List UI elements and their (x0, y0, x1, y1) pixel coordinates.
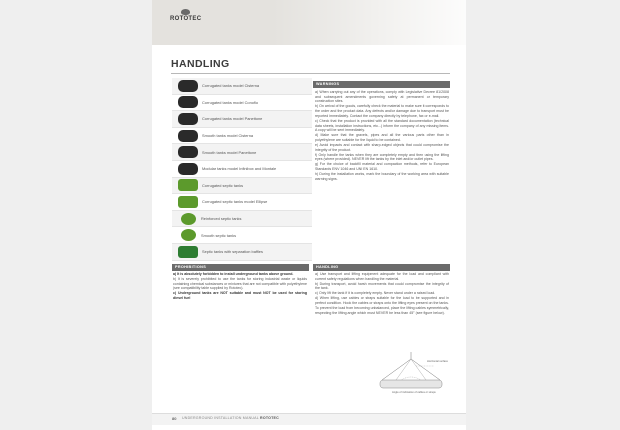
black-tank-icon (178, 113, 198, 125)
product-label: Smooth tanks model Cisterna (202, 133, 254, 139)
product-label: Corrugated septic tanks model Ellipse (202, 199, 268, 205)
product-row (172, 211, 312, 228)
warning-item: f) Only handle the tanks when they are completely empty and then using the lifting eyes (where provided). NEVER lift the tanks by the inlet and/or outlet pipes. (315, 152, 449, 162)
green-tank-icon (181, 213, 196, 225)
handling-item: a) Use transport and lifting equipment adequate for the load and compliant with current safety regulations when handling the material. (315, 272, 449, 281)
footer-text (182, 416, 279, 420)
product-list (172, 78, 312, 261)
green-tank-icon (181, 229, 196, 241)
black-tank-icon (178, 96, 198, 108)
diagram-label-horizontal: Horizontal surface (427, 360, 448, 363)
lifting-angle-diagram (372, 350, 450, 396)
prohibition-item (173, 272, 307, 277)
product-label: Corrugated tanks model Panettone (202, 116, 263, 122)
product-row (172, 128, 312, 145)
product-row (172, 178, 312, 195)
handling-item: d) When lifting, use cables or straps suitable for the load to be supported and in perfect condition. Hook the cables or straps onto the lifting eyes present on the tanks. (315, 296, 449, 306)
black-tank-icon (178, 80, 198, 92)
warning-item: e) Avoid impacts and contact with sharp-edged objects that could compromise the integrity of the product. (315, 142, 449, 152)
product-label: Smooth tanks model Panettone (202, 149, 257, 155)
warning-item: d) Make sure that the gravels, pipes and all the various parts other than in polyethylene are suitable for the liquid to be contained. (315, 133, 449, 142)
product-row (172, 95, 312, 112)
handling-item: c) Only lift the tank if it is completely empty. Never stand under a raised load. (315, 291, 436, 296)
handling-heading: HANDLING (313, 264, 450, 271)
handling-item: b) During transport, avoid harsh movements that could compromise the integrity of the tank. (315, 281, 449, 291)
header-band-gradient (272, 0, 466, 45)
warnings-list (315, 90, 449, 182)
product-row (172, 161, 312, 178)
product-label: Corrugated septic tanks (202, 182, 244, 188)
handling-list (315, 272, 449, 316)
document-page (152, 0, 466, 430)
warning-item: a) When carrying out any of the operations, comply with Legislative Decree 81/2008 and subsequent amendments governing safety at permanent or temporary construction sites. (315, 90, 449, 104)
page-title: HANDLING (171, 58, 230, 70)
product-row (172, 78, 312, 95)
product-row (172, 111, 312, 128)
black-tank-icon (178, 163, 198, 175)
product-row (172, 227, 312, 244)
product-label: Corrugated tanks model Conoflo (202, 99, 259, 105)
warning-item: g) For the choice of backfill material and compaction methods, refer to European Standards ENV 1046 and UNI EN 1610. (315, 162, 449, 172)
prohibitions-heading: PROHIBITIONS (172, 264, 309, 271)
prohibition-bold: c) Underground tanks are NOT suitable and must NOT be used for storing diesel fuel (173, 291, 307, 301)
brand-name: ROTOTEC (170, 16, 202, 22)
product-row (172, 194, 312, 211)
product-label: Septic tanks with separation baffles (202, 249, 263, 255)
footer-manual-title: UNDERGROUND INSTALLATION MANUAL (182, 416, 259, 420)
product-label: Smooth septic tanks (201, 232, 237, 238)
warning-item: b) On arrival of the goods, carefully check the material to make sure it corresponds to the order and the product data. Any defects and/or damage due to transport must be reported immediately. Contact the company directly by telephone, fax or e-mail. (315, 104, 449, 118)
product-row (172, 144, 312, 161)
logo-mark-icon (181, 9, 190, 15)
prohibition-bold: a) It is absolutely forbidden to install underground tanks above ground. (173, 272, 294, 276)
page-number: 80 (172, 416, 177, 421)
warning-item: c) Check that the product is provided with all the standard documentation (technical data sheets, installation instructions, etc...) inform the company of any missing items. A copy will be sent immediately. (315, 118, 449, 133)
footer-brand: ROTOTEC (260, 416, 279, 420)
brand-logo (170, 9, 200, 25)
handling-item: To prevent the load from becoming unbalanced, place the lifting cables symmetrically, respecting the lifting angle which must NEVER be less than 45° (see figure below). (315, 306, 449, 315)
prohibition-text: b) It is severely prohibited to use the tanks for storing industrial waste or liquids containing chemical substances or mixtures that are not compatible with polyethylene (see compatibility table supplied by Rototec). (173, 277, 307, 291)
green-tank-icon (178, 246, 198, 258)
prohibition-item (173, 277, 307, 291)
warning-item: h) During the installation works, mark the boundary of the working area with suitable warning signs. (315, 172, 449, 181)
prohibition-item (173, 291, 307, 300)
product-label: Modular tanks model Infinibox and Montale (202, 166, 277, 172)
product-label: Reinforced septic tanks (201, 216, 242, 222)
black-tank-icon (178, 146, 198, 158)
green-tank-icon (178, 196, 198, 208)
green-tank-icon (178, 179, 198, 191)
product-label: Corrugated tanks model Cisterna (202, 83, 260, 89)
black-tank-icon (178, 130, 198, 142)
prohibitions-list (173, 272, 307, 301)
diagram-label-angle: Angle of inclination of cables or straps (392, 391, 436, 394)
title-divider (171, 73, 450, 74)
product-row (172, 244, 312, 261)
warnings-heading: WARNINGS (313, 81, 450, 88)
